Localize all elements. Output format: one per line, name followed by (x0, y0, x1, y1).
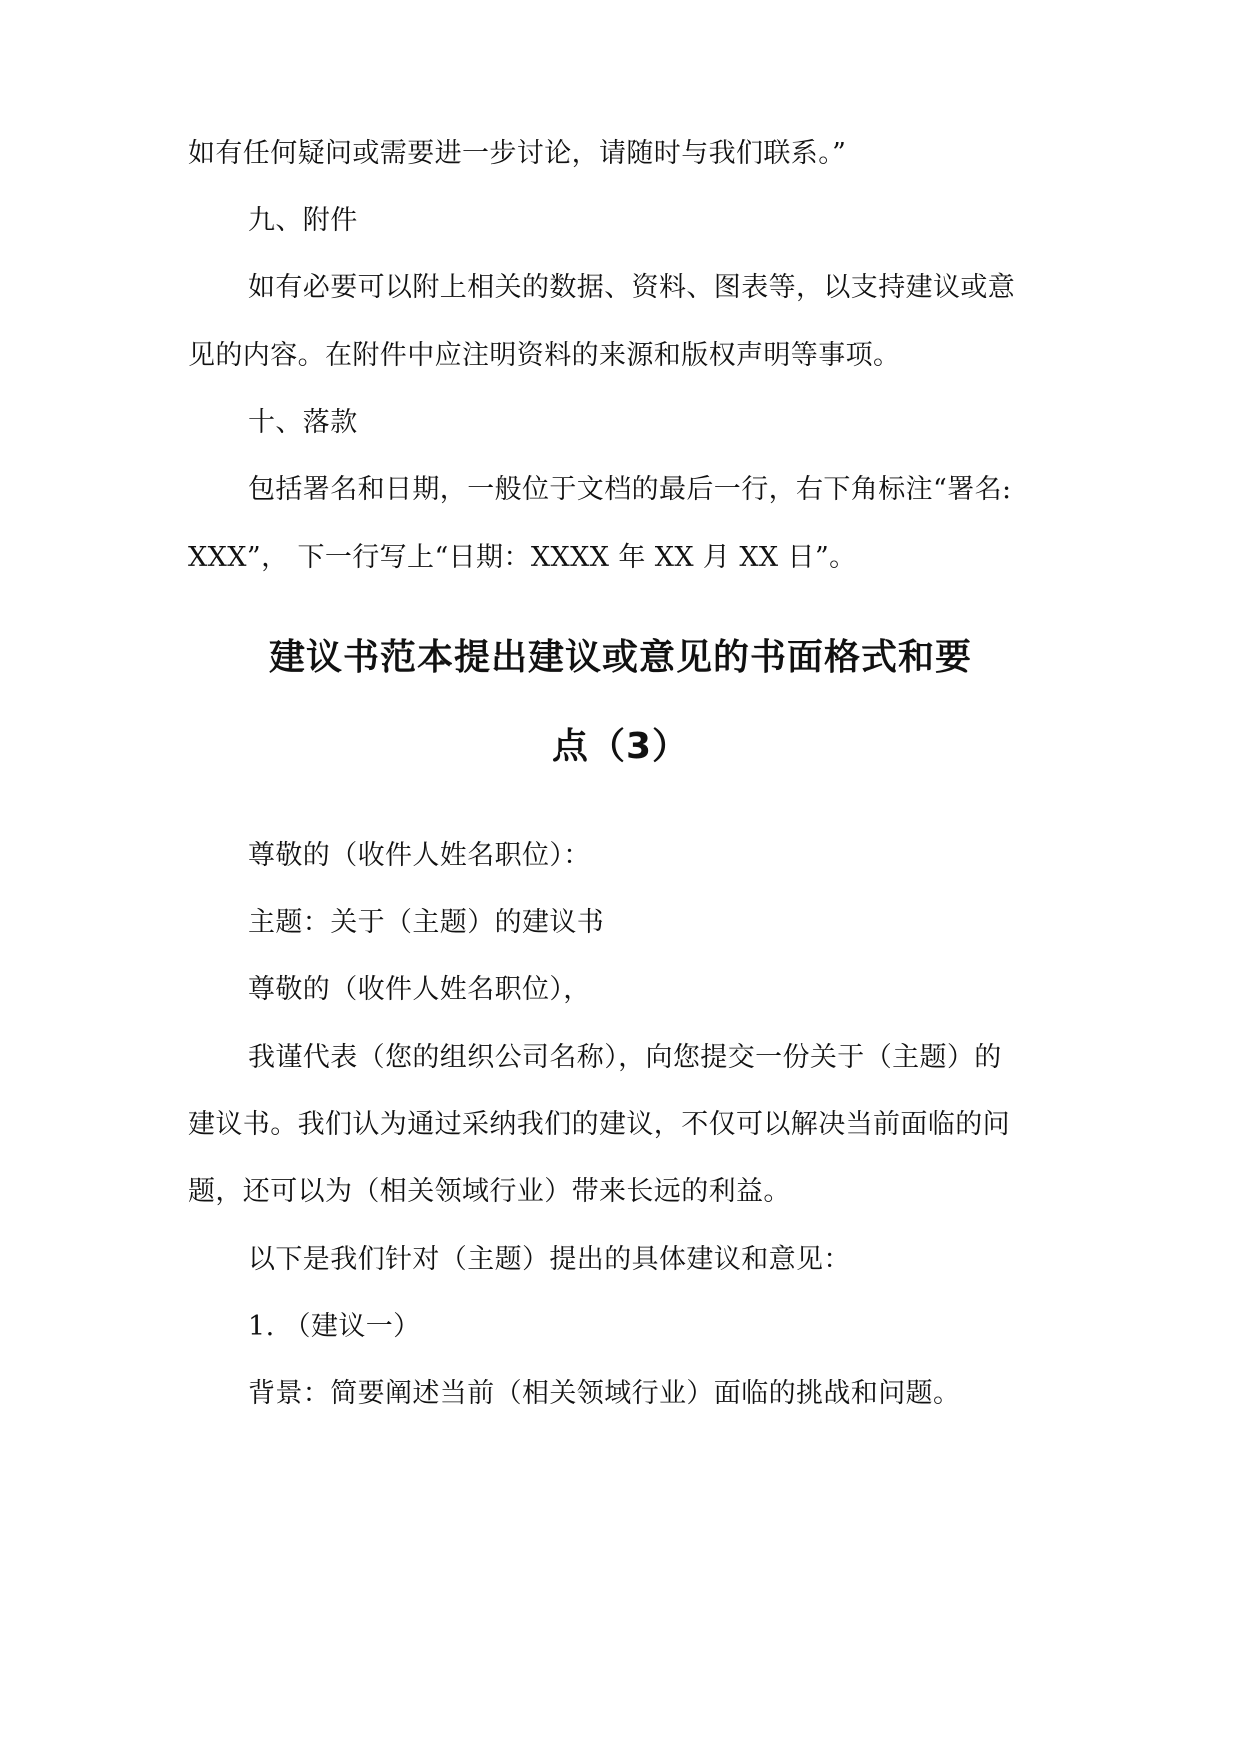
signature-paragraph-line-2: XXX”， 下一行写上“日期：XXXX 年 XX 月 XX 日”。 (188, 542, 857, 573)
intro-paragraph-line-1: 我谨代表（您的组织公司名称），向您提交一份关于（主题）的 (248, 1042, 1002, 1073)
signature-paragraph-line-1: 包括署名和日期，一般位于文档的最后一行，右下角标注“署名: (248, 474, 1012, 505)
attachments-paragraph-line-1: 如有必要可以附上相关的数据、资料、图表等，以支持建议或意 (248, 272, 1016, 303)
subject-line: 主题：关于（主题）的建议书 (248, 907, 605, 938)
intro-paragraph-line-2: 建议书。我们认为通过采纳我们的建议，不仅可以解决当前面临的问 (188, 1109, 1010, 1140)
lead-in-line: 以下是我们针对（主题）提出的具体建议和意见： (248, 1244, 851, 1275)
document-title-line-2: 点（3） (551, 726, 690, 767)
attachments-paragraph-line-2: 见的内容。在附件中应注明资料的来源和版权声明等事项。 (188, 340, 901, 371)
heading-signature: 十、落款 (248, 407, 358, 438)
document-title-line-1: 建议书范本提出建议或意见的书面格式和要 (268, 637, 972, 678)
salutation-1: 尊敬的（收件人姓名职位）： (248, 840, 591, 871)
salutation-2: 尊敬的（收件人姓名职位）， (248, 974, 591, 1005)
background-line: 背景：简要阐述当前（相关领域行业）面临的挑战和问题。 (248, 1378, 961, 1409)
closing-line: 如有任何疑问或需要进一步讨论，请随时与我们联系。” (188, 138, 847, 169)
heading-attachments: 九、附件 (248, 205, 358, 236)
suggestion-item-1: 1. （建议一） (248, 1311, 421, 1342)
intro-paragraph-line-3: 题，还可以为（相关领域行业）带来长远的利益。 (188, 1176, 791, 1207)
